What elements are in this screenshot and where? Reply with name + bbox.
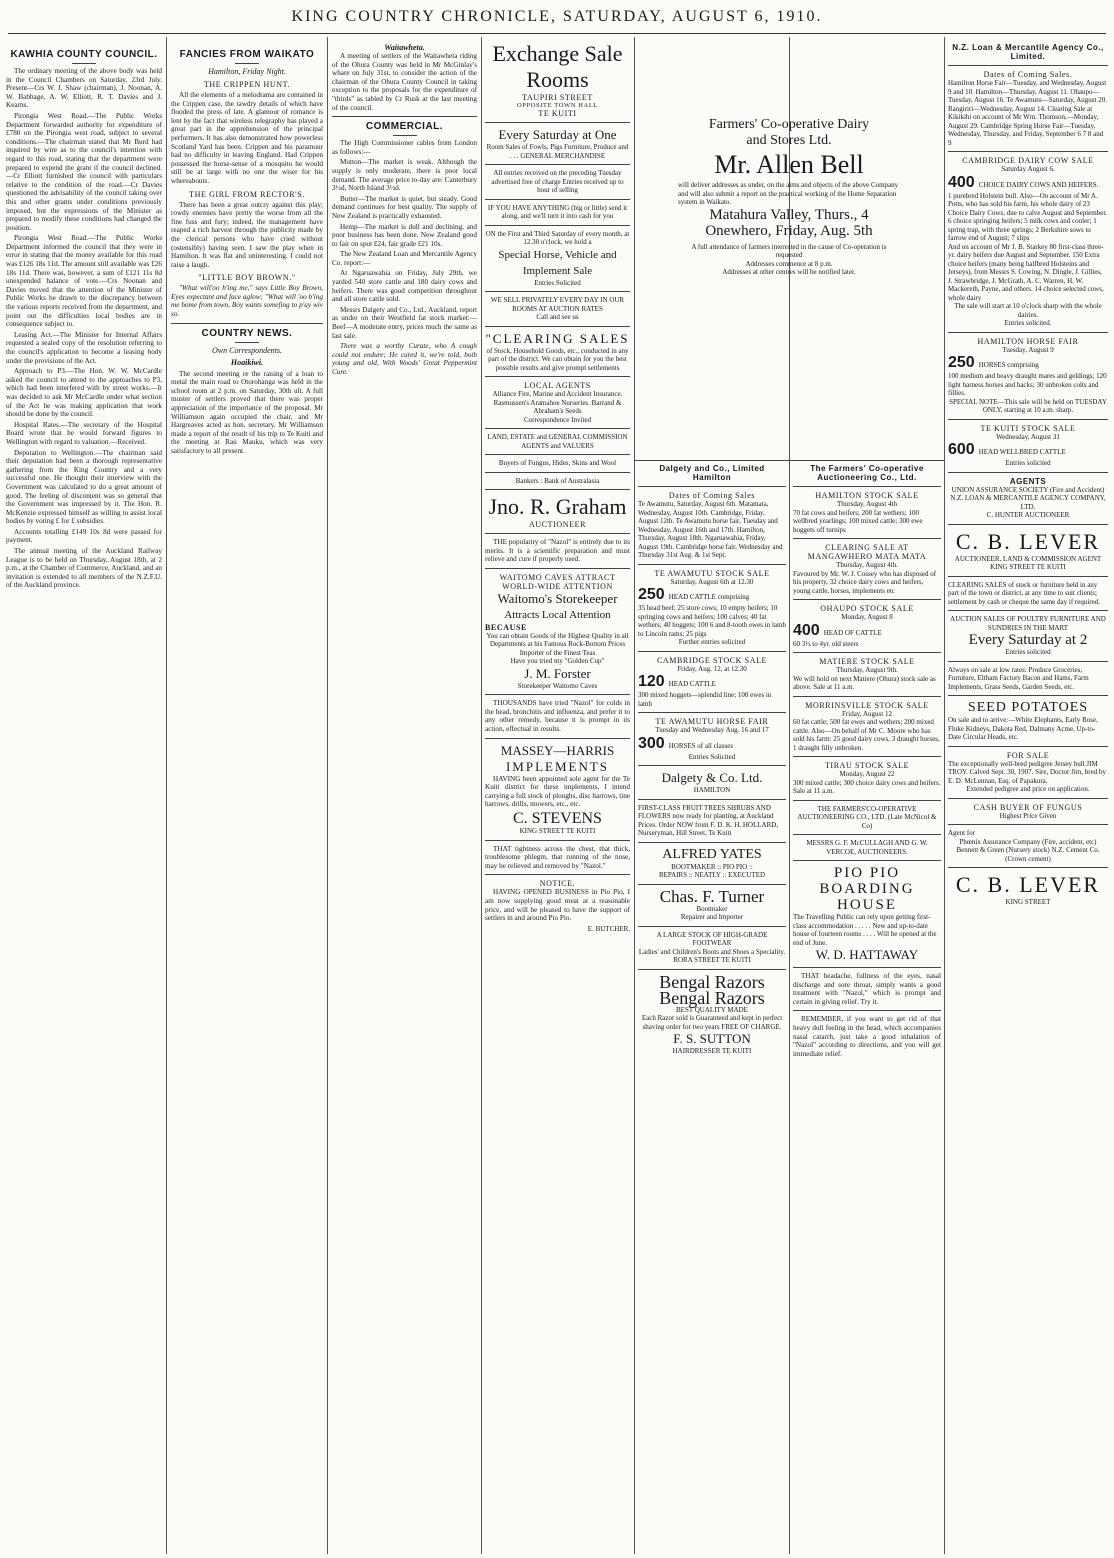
paragraph: The New Zealand Loan and Mercantile Agency Co. report:—	[332, 250, 477, 267]
column-divider	[327, 37, 328, 1554]
ad-title: Rooms	[526, 67, 589, 92]
ad-title: Exchange Sale	[492, 41, 623, 66]
subheading: "LITTLE BOY BROWN."	[198, 273, 296, 283]
paragraph: A meeting of settlers of the Waitawheta riding of the Ohura County was held in Mr McGinlay's whare on July 31st, to consider the action of the chairman of the Ohura County Council in taking exception to the proposals for the expenditure of "thirds" as tabled by Cr Rusk at the last meeting of the council.	[332, 52, 477, 112]
subheading: THE CRIPPEN HUNT.	[203, 80, 291, 89]
subheading: Waitawheta.	[384, 43, 425, 52]
poem: There was a worthy Curate, who A cough could not endure; He cured it, we're told, both young and old, With Woods' Great Peppermint Cure.	[332, 342, 477, 376]
article-body	[6, 67, 162, 590]
paragraph: Approach to P3.—The Hon. W. W. McCardle asked the council to attend to the approaches to P3, which had been interfered with by street works.—It was decided to ask Mr McCardle under what section of the Act he was making application that work should be done by the council.	[6, 367, 162, 419]
paragraph: Pirongia West Road.—The Public Works Department forwarded authority for expenditure of £780 on the Pirongia west road, subject to several conditions.—The chairman stated that Mr Burd had inquired by wire as to the council's intention with regard to this road, stating that the department were prepared to expend the grant if the council declined.—Cr Elliott furnished the council with particulars relative to the condition of the road.—Cr Davies questioned the advisability of the council taking over this and other grants under conditions previously imposed, but the expressions of the Minister as prepared to modify these conditions had changed the position.	[6, 111, 162, 232]
column-commercial	[332, 37, 477, 1554]
paragraph: The second meeting re the raising of a loan to metal the main road to Otorohanga was held in the school room at 2 p.m. on Saturday, 30th ult. A full muster of settlers proved that there was proper appreciation of the importance of the proposal. Mr Williamson again occupied the chair, and Mr Hargreaves acted as hon. secretary. Mr Williamson made a report of the result of his trip to Te Kuiti and the meeting at Rau Mauku, which was very satisfactory to all present.	[171, 369, 323, 455]
paragraph: Accounts totalling £149 10s 8d were passed for payment.	[6, 527, 162, 545]
article-heading: FANCIES FROM WAIKATO	[179, 49, 315, 60]
paragraph: Hemp—The market is dull and declining, and poor business has been done. New Zealand good to fair on spot £24, fair grade £21 10s.	[332, 222, 477, 248]
ad-dairy-meetings: Farmers' Co-operative Dairy and Stores Ltd. Mr. Allen Bell will deliver addresses as under, on the aims and objects of the above Company and will also submit a report on the practical working of the Home Separation system in Waikato. Matahura Valley, Thurs., 4 Onewhero, Friday, Aug. 5th A full attendance of farmers interested in the cause of Co-operation is requested Addresses commence at 8 p.m. Addresses at other centres will be notified later.	[678, 117, 899, 276]
column-ads-left: Exchange Sale Rooms TAUPIRI STREET OPPOSITE TOWN HALL TE KUITI Every Saturday at One Room Sales of Fowls, Pigs Furniture, Produce and . . . GENERAL MERCHANDISE All entries received on the preceding Tuesday advertised free of charge Entries received up to hour of selling IF YOU HAVE ANYTHING (big or little) send it along, and we'll turn it into cash for you ON the First and Third Saturday of every month, at 12.30 o'clock, we hold a Special Horse, Vehicle and Implement Sale Entries Solicited WE SELL PRIVATELY EVERY DAY IN OUR ROOMS AT AUCTION RATES Call and see us "CLEARING SALES of Stock, Household Goods, etc., conducted in any part of the district. We can obtain for you the best possible results and give prompt settlements LOCAL AGENTS Alliance Fire, Marine and Accident Insurance. Rasmussen's Aramahoe Nurseries. Barrand & Abraham's Seeds Correspondence Invited LAND, ESTATE and GENERAL COMMISSION AGENTS and VALUERS Buyers of Fungus, Hides, Skins and Wool Bankers : Bank of Australasia Jno. R. Graham AUCTIONEER THE popularity of "Nazol" is entirely due to its merits. It is a scientific preparation and must relieve and cure if properly used. WAITOMO CAVES ATTRACT WORLD-WIDE ATTENTION Waitomo's Storekeeper Attracts Local Attention BECAUSE You can obtain Goods of the Highest Quality in all Departments at his Famous Rock-Bottom Prices Importer of the Finest Teas Have you tried my "Golden Cup" J. M. Forster Storekeeper Waitomo Caves THOUSANDS have tried "Nazol" for colds in the head, bronchitis and influenza, and prefer it to any other remedy, because it is prompt in its action, effectual in results. MASSEY—HARRIS IMPLEMENTS HAVING been appointed sole agent for the Te Kuiti district for these implements, I intend carrying a full stock of ploughs, disc harrows, tine harrows, drills, mowers, etc., etc. C. STEVENS KING STREET TE KUITI THAT tightness across the chest, that thick, troublesome phlegm, that running of the nose, may be relieved and removed by "Nazol." NOTICE. HAVING OPENED BUSINESS in Pio Pio, I am now supplying good meat at a reasonable price, and will be pleased to have the support of settlers in and around Pio Pio. E. BUTCHER.	[485, 41, 630, 933]
article-heading: COMMERCIAL.	[365, 121, 444, 133]
paragraph: Hospital Rates.—The secretary of the Hospital Board wrote that he would forward figures to Wellington with regard to valuation.—Received.	[6, 420, 162, 446]
masthead-rule	[8, 33, 1106, 34]
masthead: KING COUNTRY CHRONICLE, SATURDAY, AUGUST 6, 1910.	[291, 8, 823, 25]
paragraph: Mutton—The market is weak. Although the supply is only moderate, there is poor local demand. The average price to-day are: Canterbury 3½d, North Island 3½d.	[332, 158, 477, 193]
subheading: THE GIRL FROM RECTOR'S.	[189, 189, 305, 199]
paragraph: Pirongia West Road.—The Public Works Department informed the council that they were in error in stating that the money available for this road was £126 18s 11d. The amount still available was £26 18s 11d. There was, however, a sum of £121 11s 8d unexpended balance of vote.—Crs Noonan and Davies moved that the attention of the Minister of Public Works be drawn to the discrepancy between the various reports received from the department, and point out the difficulties local bodies are in consequence subject to.	[6, 234, 162, 329]
poem: "What will'oo b'ing me," says Little Boy Brown, Eyes expectant and face aglow; "What will 'oo b'ing me home from town, Boy wants somefing to p'ay wiv so.	[171, 284, 323, 319]
column-farmers-coop: The Farmers' Co-operative Auctioneering Co., Ltd. HAMILTON STOCK SALE Thursday, August 4th 70 fat cows and heifers; 200 fat wethers; 100 wellbred yearlings; 100 mixed cattle; 300 ewe hoggets off turnips CLEARING SALE AT MANGAWHERO MATA MATA Thursday, August 4th. Favoured by Mr. W. J. Cossey who has disposed of his property, 32 choice dairy cows and heifers, young cattle, horses, implements etc OHAUPO STOCK SALE Monday, August 8 400 HEAD OF CATTLE 60 3½ to 4yr. old steers MATIERE STOCK SALE Thursday, August 9th. We will hold on next Matiere (Ohura) stock sale as above. Sale at 11 a.m. MORRINSVILLE STOCK SALE Friday, August 12 60 fat cattle; 500 fat ewes and wethers; 200 mixed cattle. Also—On behalf of Mr C. Moore who has sold his farm: 25 good dairy cows, 3 draught horses, 1 draught filly unbroken. TIRAU STOCK SALE Monday, August 22 300 mixed cattle; 300 choice dairy cows and heifers. Sale at 11 a.m. THE FARMERS'CO-OPERATIVE AUCTIONEERING CO., LTD. (Late McNicol & Co) MESSRS G. F. McCULLAGH AND G. W. VERCOE, AUCTIONEERS. PIO PIO BOARDING HOUSE The Travelling Public can rely upon getting first-class accommodation . . . . . New and up-to-date house of fourteen rooms . . . . Will be opened at the end of June. W. D. HATTAWAY THAT headache, fullness of the eyes, nasal discharge and sore throat, simply wants a good treatment with "Nazol," which is prompt and certain in giving relief. Try it. REMEMBER, if you want to get rid of that heavy dull feeling in the head, which accompanies nasal catarrh, just take a good inhalation of "Nazol" according to directions, and you will get immediate relief.	[793, 464, 941, 1058]
column-nz-loan: N.Z. Loan & Mercantile Agency Co., Limited. Dates of Coming Sales. Hamilton Horse Fair—Tuesday, and Wednesday, August 9 and 10. Hamilton—Thursday, August 11. Ohaupo—Tuesday, August 16. Te Awamutu—Saturday, August 20. Rangiriri—Wednesday, August 14. Clearing Sale at Kikikihi on account of Mr Wm. Thomson,—Monday, August 29. Cambridge Spring Horse Fair—Tuesday, Wednesday, Thursday, and Friday, September 6 7 8 and 9 CAMBRIDGE DAIRY COW SALE Saturday August 6. 400 CHOICE DAIRY COWS AND HEIFERS. 1 purebred Holstein bull. Also—On account of Mr A. Potts, who has sold his farm, his whole dairy of 23 Choice Dairy Cows, due to calve August and September. 6 choice springing heifers; 5 milk cows and cooler; 1 spring trap, with three springs; 2 Berkshire sows to farrow end of August; 7 slips And on account of Mr J. B. Starkey 80 first-class three-yr. dairy heifers due August and September. 150 Extra choice heifers (many being halfbred Holsteins and Jerseys), from Messrs S. Cowing, N. Dingle, J. Gillies, J. Strawbridge, J. McGrath, A. C. Warren, H. W. Mackereth, Payne, and others. 14 choice selected cows, whole dairy The sale will start at 10 o'clock sharp with the whole dairies. Entries solicited. HAMILTON HORSE FAIR Tuesday, August 9 250 HORSES comprising 100 medium and heavy draught mares and geldings; 120 light harness horses and hacks; 30 unbroken colts and fillies. SPECIAL NOTE—This sale will be held on TUESDAY ONLY, starting at 10 a.m. sharp. TE KUITI STOCK SALE Wednesday, August 31 600 HEAD WELLBRED CATTLE Entries solicited AGENTS UNION ASSURANCE SOCIETY (Fire and Accident) N.Z. LOAN & MERCANTILE AGENCY COMPANY, LTD. C. HUNTER AUCTIONEER C. B. LEVER AUCTIONEER, LAND & COMMISSION AGENT KING STREET TE KUITI CLEARING SALES of stock or furniture held in any part of the town or district, at any time to suit clients; settlement by cash or cheque the same day if required. AUCTION SALES OF POULTRY FURNITURE AND SUNDRIES IN THE MART Every Saturday at 2 Entries solicited Always on sale at low rates: Produce Groceries, Furniture, Eltham Factory Bacon and Hams, Farm Implements, Grass Seeds, Garden Seeds, etc. SEED POTATOES On sale and to arrive:—White Elephants, Early Rose, Fluke Kidneys, Dakota Red, Dalmany Acme, Up-to-Date Circular Heads, etc. FOR SALE The exceptionally well-bred pedigree Jersey bull JIM TROY. Calved Sept. 30, 1907. Sire, Doctor Jim, bred by E. D. McLennan, Esq. of Papakura. Extended pedigree and price on application. CASH BUYER OF FUNGUS Highest Price Given Agent for Phœnix Assurance Company (Fire, accident, etc) Bennett & Green (Nursery stock) N.Z. Cement Co. (Crown cement) C. B. LEVER KING STREET	[948, 43, 1108, 906]
ad-address: TAUPIRI STREET	[522, 93, 593, 102]
column-divider	[166, 37, 167, 1554]
paragraph: There has been a great outcry against this play; rowdy enemies have pretty the worse from all the fine fuss and fury; indeed, the management have reaped a rich harvest through the publicity made by the clerical persons who have cried without (ostensibly) having seen. I saw the play when in Hamilton. It was flat and uninteresting. I could not raise a laugh.	[171, 200, 323, 269]
column-council	[6, 37, 162, 1554]
paragraph: Butter—The market is quiet, but steady. Good demand continues for best quality. The supply of New Zealand is practically exhausted.	[332, 194, 477, 220]
paragraph: Deputation to Wellington.—The chairman said their deputation had been a thorough representative gathering from the King Country and a very successful one. He thought their interview with the Government was calculated to do a great amount of good. The feeling of discontent was so general that the Government was impressed by it. The Hon. R. McKenzie expressed himself as willing to assist local bodies by voting £ for £ subsidies.	[6, 448, 162, 526]
divider	[235, 63, 259, 64]
column-divider	[944, 37, 945, 1554]
ad-title: Jno. R. Graham	[488, 494, 627, 519]
paragraph: The ordinary meeting of the above body was held in the Council Chambers on Saturday, 23rd July. Present—Crs W. J. Shaw (chairman), J. Noonan, A. W. Babbage, A. W. Elliott, R. T. Davies and J. Kearns.	[6, 67, 162, 110]
divider	[72, 63, 96, 64]
byline: Own Correspondents.	[212, 345, 282, 355]
paragraph: At Ngaruawahia on Friday, July 29th, we yarded 540 store cattle and 180 dairy cows and heifers. There was good competition throughout and all store cattle sold.	[332, 269, 477, 304]
paragraph: The annual meeting of the Auckland Railway League is to be held on Thursday, August 18th, at 2 p.m., at the Chamber of Commerce, Auckland, and an invitation is extended to all members of the N.Z.F.U. of the Auckland province.	[6, 547, 162, 590]
article-heading: COUNTRY NEWS.	[201, 327, 293, 339]
column-waikato	[171, 37, 323, 1554]
column-dalgety: Dalgety and Co., Limited Hamilton Dates of Coming Sales Te Awamutu, Saturday, August 6th. Matamata, Wednesday, August 10th. Cambridge, Friday, August 12th. Te Awamutu horse fair, Tuesday and Wednesday, August 16th and 17th. Hamilton, Thursday, August 18th. Ngaruawahia, Friday, August 19th. Cambridge horse fair, Wednesday and Thursday 31st Aug. & 1st Sept. TE AWAMUTU STOCK SALE Saturday, August 6th at 12.30 250 HEAD CATTLE comprising 35 head beef; 25 store cows; 10 empty heifers; 10 springing cows and heifers; 100 calves; 40 fat wethers; 40 hoggets; 100 6 and 8-tooth ewes in lamb to Lincoln rams; 25 pigs Further entries solicited CAMBRIDGE STOCK SALE Friday, Aug. 12, at 12.30 120 HEAD CATTLE 300 mixed hoggets—splendid line; 100 ewes in lamb TE AWAMUTU HORSE FAIR Tuesday and Wednesday Aug. 16 and 17 300 HORSES of all classes Entries Solicited Dalgety & Co. Ltd. HAMILTON FIRST-CLASS FRUIT TREES SHRUBS AND FLOWERS now ready for planting, at Auckland Prices. Order NOW from F. D. K. H. HOLLARD, Nurseryman, Hill Street, Te Kuiti ALFRED YATES BOOTMAKER :: PIO PIO :: REPAIRS :: NEATLY :: EXECUTED Chas. F. Turner Bootmaker Repairer and Importer A LARGE STOCK OF HIGH-GRADE FOOTWEAR Ladies' and Children's Boots and Shoes a Speciality. RORA STREET TE KUITI Bengal Razors Bengal Razors BEST QUALITY MADE Each Razor sold is Guaranteed and kept in perfect shaving order for two years FREE OF CHARGE. F. S. SUTTON HAIRDRESSER TE KUITI	[638, 464, 786, 1055]
column-divider	[481, 37, 482, 1554]
ad-headline: Every Saturday at One	[498, 127, 617, 142]
article-heading: KAWHIA COUNTY COUNCIL.	[10, 49, 158, 60]
paragraph: All the elements of a melodrama are contained in the Crippen case, the tawdry details of which have flooded the press of late. A glamour of romance is lent by the fact that wireless telegraphy has played a great part in the apprehension of the principal performers. It has also demonstrated how powerless Scotland Yard has been. Crippen and his paramour had no difficulty in leaving England. Had Crippen possessed the horse-sense of a mosquito he would still be at large with no one the wiser for his whereabouts.	[171, 91, 323, 185]
column-divider	[634, 37, 635, 1554]
paragraph: Messrs Dalgety and Co., Ltd., Auckland, report as under on their Westfield fat stock market:—Beef—A moderate entry, prices much the same as last sale.	[332, 305, 477, 340]
dateline: Hamilton, Friday Night.	[208, 67, 286, 76]
paragraph: The High Commissioner cables from London as follows:—	[332, 139, 477, 156]
paragraph: Leasing Act.—The Minister for Internal Affairs requested a sealed copy of the resolution referring to the council's application to become a leasing body under the provisions of the Act.	[6, 330, 162, 365]
subheading: Hoaikiwi.	[230, 357, 264, 367]
